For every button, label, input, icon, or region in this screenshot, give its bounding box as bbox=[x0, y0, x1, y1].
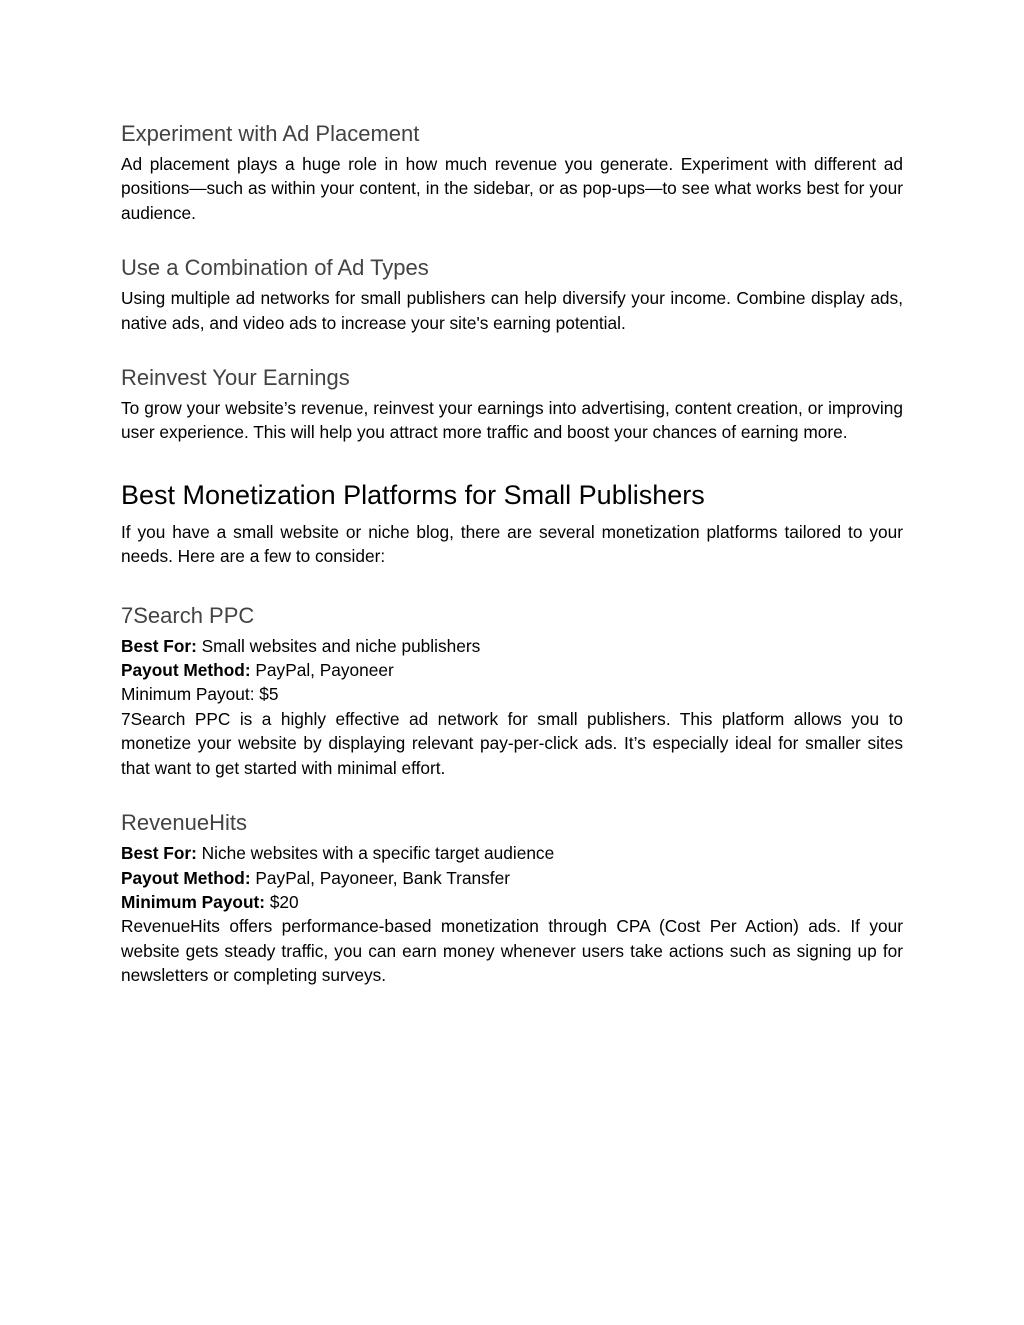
heading-experiment: Experiment with Ad Placement bbox=[121, 121, 420, 146]
best-for-line bbox=[121, 634, 903, 658]
heading-7search: 7Search PPC bbox=[121, 602, 255, 628]
best-for-value: Small websites and niche publishers bbox=[196, 635, 481, 656]
best-for-label: Best For: bbox=[121, 635, 197, 656]
minimum-payout-line: Minimum Payout: $5 bbox=[121, 684, 279, 705]
heading-revenuehits: RevenueHits bbox=[121, 810, 247, 836]
minimum-payout-line bbox=[121, 890, 903, 914]
payout-method-value: PayPal, Payoneer, Bank Transfer bbox=[250, 867, 510, 888]
best-for-line bbox=[121, 841, 903, 865]
paragraph-experiment: Ad placement plays a huge role in how much revenue you generate. Experiment with different ad positions—such as within your content, in the sidebar, or as pop-ups—to see what works best for your audience. bbox=[121, 154, 903, 223]
best-for-label: Best For: bbox=[121, 843, 197, 864]
document-page bbox=[121, 119, 903, 988]
payout-method-label: Payout Method: bbox=[121, 660, 251, 681]
heading-reinvest: Reinvest Your Earnings bbox=[121, 365, 350, 391]
best-for-value: Niche websites with a specific target audience bbox=[196, 843, 555, 864]
payout-method-label: Payout Method: bbox=[121, 867, 251, 888]
paragraph-platforms: If you have a small website or niche blog, there are several monetization platforms tailored to your needs. Here are a few to consider: bbox=[121, 521, 903, 567]
paragraph-reinvest: To grow your website’s revenue, reinvest your earnings into advertising, content creation, or improving user experience. This will help you attract more traffic and boost your chances of earning more. bbox=[121, 398, 903, 443]
paragraph-7search: 7Search PPC is a highly effective ad network for small publishers. This platform allows you to monetize your website by displaying relevant pay-per-click ads. It’s especially ideal for smaller sites that want to get started with minimal effort. bbox=[121, 708, 903, 778]
heading-combination: Use a Combination of Ad Types bbox=[121, 255, 429, 281]
paragraph-revenuehits: RevenueHits offers performance-based monetization through CPA (Cost Per Action) ads. If your website gets steady traffic, you can earn money whenever users take actions such as signing up for newsletters or completing surveys. bbox=[121, 916, 903, 986]
payout-method-value: PayPal, Payoneer bbox=[250, 660, 394, 681]
payout-method-line bbox=[121, 658, 903, 682]
minimum-payout-label: Minimum Payout: bbox=[121, 891, 266, 912]
payout-method-line bbox=[121, 866, 903, 890]
minimum-payout-value: $20 bbox=[265, 891, 299, 912]
paragraph-combination: Using multiple ad networks for small publishers can help diversify your income. Combine display ads, native ads, and video ads to increase your site's earning potential. bbox=[121, 288, 903, 333]
heading-platforms: Best Monetization Platforms for Small Publishers bbox=[121, 479, 705, 510]
